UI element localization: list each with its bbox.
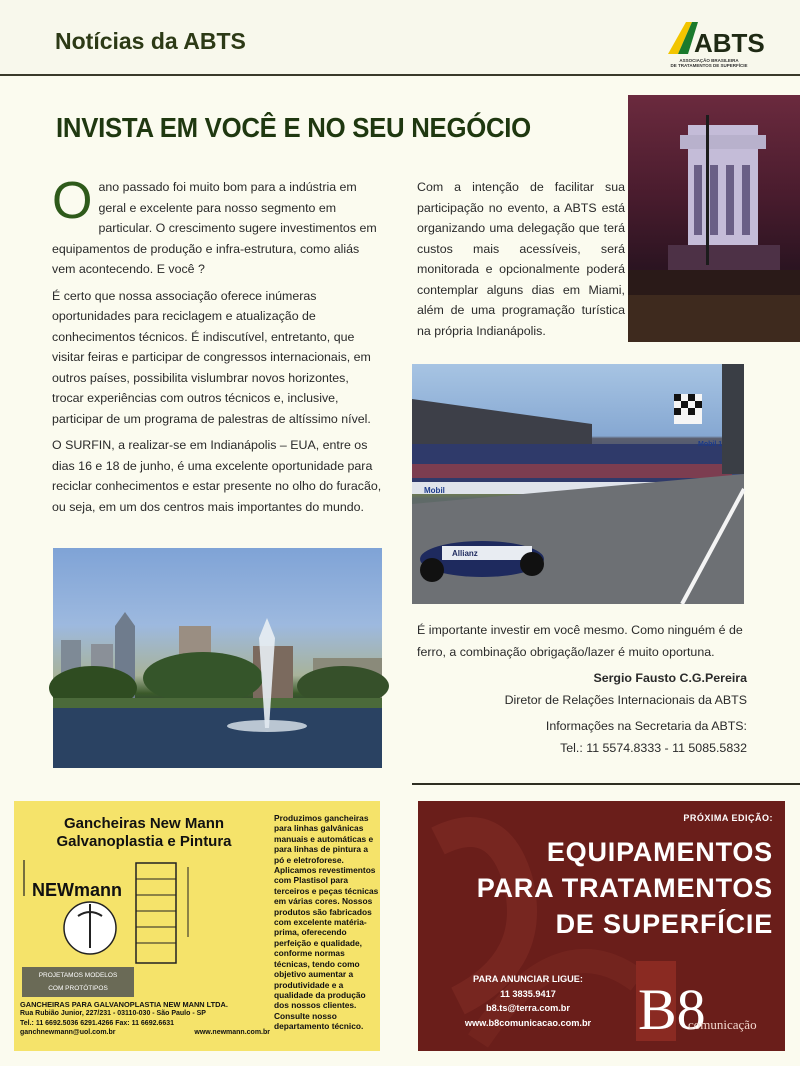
ad-site: www.b8comunicacao.com.br (464, 1017, 592, 1028)
ad-headline-3: DE SUPERFÍCIE (555, 909, 773, 939)
company-site: www.newmann.com.br (194, 1029, 270, 1037)
company-phone: Tel.: 11 6692.5036 6291.4266 Fax: 11 6692.6631 (20, 1019, 174, 1027)
ad-headline-1: EQUIPAMENTOS (546, 837, 773, 867)
article-headline: INVISTA EM VOCÊ E NO SEU NEGÓCIO (56, 112, 531, 143)
ad-contact (448, 972, 608, 1030)
signature-role: Diretor de Relações Internacionais da ABTS (504, 693, 747, 707)
city-fountain-photo (53, 548, 382, 768)
b8-mark-text: B8 (638, 977, 706, 1042)
abts-logo-icon (664, 18, 765, 58)
monument-photo (628, 95, 800, 342)
ad-phone: 11 3835.9417 (500, 988, 556, 999)
ad-email: b8.ts@terra.com.br (485, 1003, 570, 1013)
company-address: Rua Rubião Junior, 227/231 - 03110-030 - São Paulo - SP (20, 1010, 206, 1018)
newmann-logo-icon (20, 856, 130, 966)
header-rule (0, 74, 800, 76)
ad-title-line-2: Galvanoplastia e Pintura (56, 833, 232, 850)
info-phone: Tel.: 11 5574.8333 - 11 5085.5832 (560, 741, 747, 755)
article-paragraph-4: Com a intenção de facilitar sua participação no evento, a ABTS está organizando uma delegação que terá custos mais acessíveis, será monitorada e opcionalmente poderá contemplar alguns dias em Miami, além de uma programação turística na própria Indianápolis. (417, 180, 625, 338)
dropcap: O (52, 172, 93, 230)
info-label: Informações na Secretaria da ABTS: (545, 719, 747, 733)
brand-text: NEWmann (32, 880, 122, 900)
logo-line-1: ASSOCIAÇÃO BRASILEIRA (679, 58, 739, 63)
rack-icon (126, 857, 196, 967)
article-paragraph-5: É importante investir em você mesmo. Como ninguém é de ferro, a combinação obrigação/lazer é muito oportuna. (417, 623, 743, 659)
logo-line-2: DE TRATAMENTOS DE SUPERFÍCIE (670, 63, 748, 68)
next-edition-label: PRÓXIMA EDIÇÃO: (683, 813, 773, 823)
company-name: GANCHEIRAS PARA GALVANOPLASTIA NEW MANN LTDA. (20, 1000, 228, 1009)
article-column-right-bottom (417, 619, 747, 759)
article-column-left (52, 172, 382, 523)
company-email: ganchnewmann@uol.com.br (20, 1029, 116, 1037)
call-label: PARA ANUNCIAR LIGUE: (473, 974, 583, 984)
bottom-rule (412, 783, 800, 785)
ad-body-text: Produzimos gancheiras para linhas galvânicas manuais e automáticas e para linhas de pintura a pó e eletroforese. Aplicamos revestimentos com Plastisol para terceiros e peças técnicas em várias cores. Nossos produtos são fabricados com excelente matéria-prima, oferecendo perfeição e qualidade, conforme normas técnicas, tendo como objetivo aumentar a produtividade e a qualidade da produção dos nossos clientes. Consulte nosso departamento técnico. (274, 813, 379, 1032)
newmann-advertisement (14, 801, 380, 1051)
race-car-text: Allianz (452, 549, 478, 558)
signature-name: Sergio Fausto C.G.Pereira (593, 671, 747, 685)
ad-headline-2: PARA TRATAMENTOS (476, 873, 773, 903)
b8-brand-word: comunicação (688, 1017, 757, 1032)
race-track-photo (412, 364, 744, 604)
race-sign-text-2: Mobil 1 (698, 441, 723, 448)
article-paragraph-1: Oano passado foi muito bom para a indústria em geral e excelente para nosso segmento em particular. O crescimento sugere investimentos em equipamentos de produção e infra-estrutura, como aliás vem acontecendo. E você ? (52, 172, 377, 276)
section-title: Notícias da ABTS (55, 28, 246, 54)
abts-logo (664, 18, 765, 74)
b8-advertisement (418, 801, 785, 1051)
article-paragraph-3: O SURFIN, a realizar-se em Indianápolis – EUA, entre os dias 16 e 18 de junho, é uma excelente oportunidade para reciclar conhecimentos e estar presente no olho do furacão, ou seja, em um dos centros mais importantes do mundo. (52, 438, 382, 514)
page-header (0, 0, 800, 76)
article-column-right-top (417, 177, 625, 347)
article-paragraph-2: É certo que nossa associação oferece inúmeras oportunidades para reciclagem e atualização de conhecimentos técnicos. É indiscutível, entretanto, que visitar feiras e participar de congressos internacionais, em outros países, possibilita vislumbrar novos horizontes, trocar experiências com outros técnicos e, inclusive, participar de um programa de palestras de altíssimo nível. (52, 288, 371, 426)
prototype-badge: PROJETAMOS MODELOS COM PROTÓTIPOS (22, 967, 134, 997)
ad-title-line-1: Gancheiras New Mann (63, 815, 225, 832)
logo-mark-text: ABTS (694, 28, 765, 58)
race-sign-text: Mobil (424, 486, 445, 495)
company-info (20, 1000, 270, 1038)
